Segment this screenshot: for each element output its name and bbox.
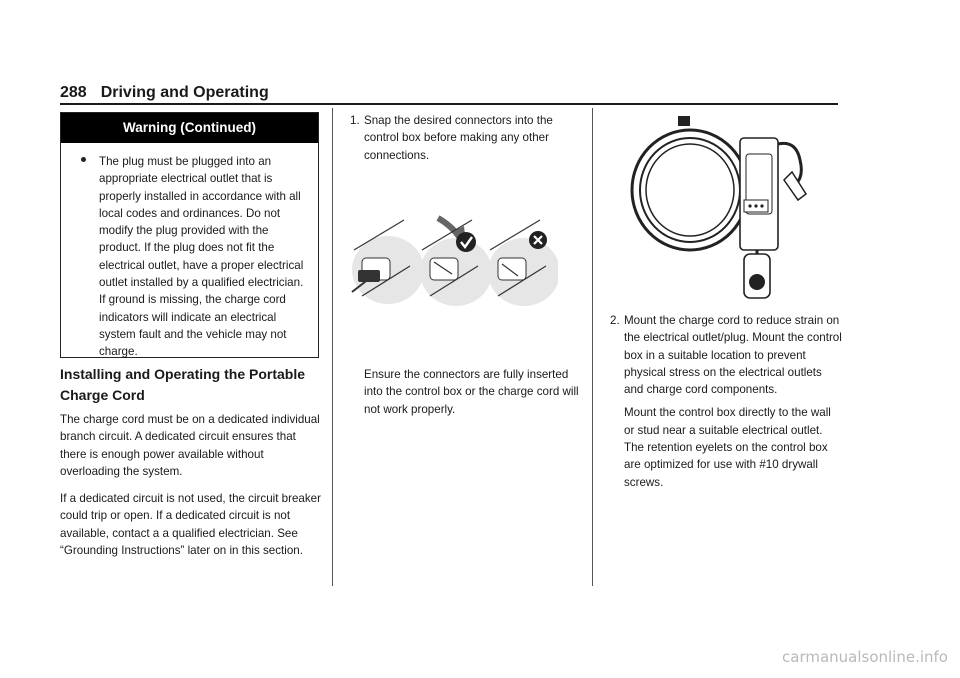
warning-box [60, 112, 319, 358]
section-heading: Driving and Operating [100, 84, 269, 101]
step-number: 2. [610, 314, 620, 327]
plug-icon [678, 116, 690, 126]
mount-eyelet-icon [749, 274, 765, 290]
step-1 [350, 112, 582, 164]
column-divider-left [332, 108, 333, 586]
column-divider-right [592, 108, 593, 586]
warning-body [61, 143, 318, 361]
check-icon [456, 232, 476, 252]
step-text: Snap the desired connectors into the control box before making any other connections. [364, 114, 553, 162]
bullet-icon [81, 157, 86, 162]
step-note: Ensure the connectors are fully inserted into the control box or the charge cord will not work properly. [364, 368, 579, 416]
step-number: 1. [350, 114, 360, 127]
charge-connector-icon [784, 172, 806, 200]
paragraph-dedicated-circuit: The charge cord must be on a dedicated individual branch circuit. A dedicated circuit ensures that there is enough power available without overloading the system. [60, 413, 320, 478]
paragraph-breaker: If a dedicated circuit is not used, the circuit breaker could trip or open. If a dedicated circuit is not available, contact a a qualified electrician. See “Grounding Instructions” later on in this section. [60, 492, 321, 557]
page-header [60, 84, 269, 102]
step-1-note [350, 366, 582, 418]
step-note: Mount the control box directly to the wall or stud near a suitable electrical outlet. The retention eyelets on the control box are optimized for use with #10 drywall screws. [624, 406, 831, 489]
warning-title: Warning (Continued) [61, 113, 318, 143]
section-title: Installing and Operating the Portable Charge Cord [60, 366, 306, 403]
charge-cord-illustration [628, 114, 824, 300]
page-number: 288 [60, 84, 87, 101]
cord-coil [632, 130, 748, 250]
step-2 [610, 312, 842, 491]
connector-illustration [348, 212, 558, 308]
warning-text: The plug must be plugged into an appropriate electrical outlet that is properly installed in accordance with all local codes and ordinances. Do not modify the plug provided with the product. If the plug does not fit the electrical outlet, have a proper electrical outlet installed by a qualified electrician. If ground is missing, the charge cord indicators will indicate an electrical system fault and the vehicle may not charge. [99, 155, 304, 359]
watermark: carmanualsonline.info [782, 648, 948, 666]
step-text: Mount the charge cord to reduce strain on the electrical outlet/plug. Mount the control box in a suitable location to prevent physical stress on the electrical outlets and charge cord components. [624, 314, 842, 397]
header-rule [60, 103, 838, 105]
